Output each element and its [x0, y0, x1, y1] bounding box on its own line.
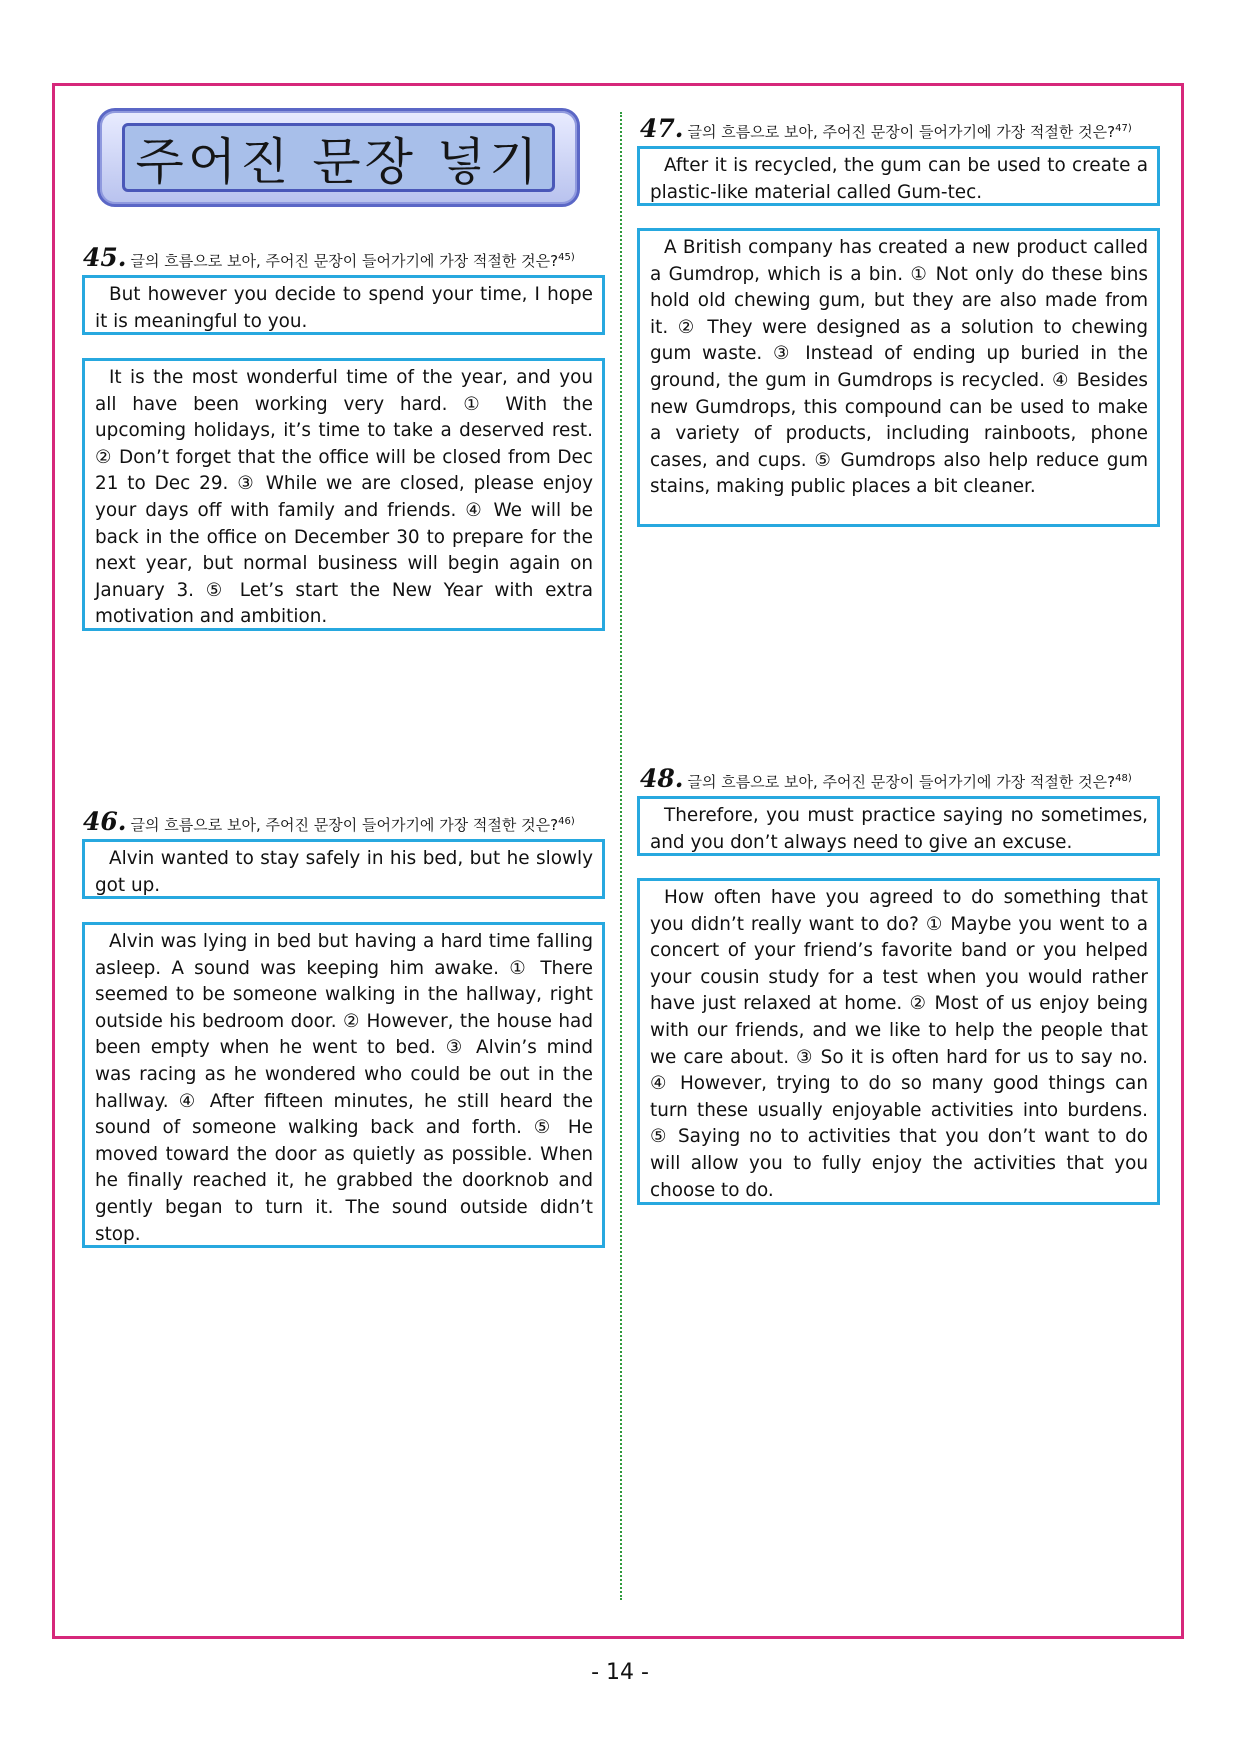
question-prompt: 글의 흐름으로 보아, 주어진 문장이 들어가기에 가장 적절한 것은? [130, 816, 559, 834]
question-45-heading [83, 243, 575, 272]
question-prompt: 글의 흐름으로 보아, 주어진 문장이 들어가기에 가장 적절한 것은? [687, 123, 1116, 141]
given-sentence-text: But however you decide to spend your time, I hope it is meaningful to you. [95, 284, 593, 332]
question-number: 46. [83, 807, 127, 836]
footnote-mark: 48) [1115, 773, 1132, 784]
footnote-mark: 45) [558, 252, 575, 263]
given-sentence-text: Alvin wanted to stay safely in his bed, but he slowly got up. [95, 848, 593, 896]
question-number: 48. [640, 764, 684, 793]
question-prompt: 글의 흐름으로 보아, 주어진 문장이 들어가기에 가장 적절한 것은? [130, 252, 559, 270]
section-title: 주어진 문장 넣기 [135, 132, 542, 191]
question-48-given-sentence [637, 796, 1160, 856]
question-47-heading [640, 114, 1132, 143]
footnote-mark: 46) [558, 816, 575, 827]
question-47-given-sentence [637, 146, 1160, 206]
given-sentence-text: Therefore, you must practice saying no sometimes, and you don’t always need to give an excuse. [650, 805, 1148, 853]
section-title-plate [122, 123, 555, 192]
passage-text: It is the most wonderful time of the year, and you all have been working very hard. ① With the upcoming holidays, it’s time to take a deserved rest. ② Don’t forget that the office will be closed from Dec 21 to Dec 29. ③ While we are closed, please enjoy your days off with family and friends. ④ We will be back in the office on December 30 to prepare for the next year, but normal business will begin again on January 3. ⑤ Let’s start the New Year with extra motivation and ambition. [95, 367, 593, 628]
section-title-banner [97, 108, 580, 207]
question-46-given-sentence [82, 839, 605, 899]
passage-text: How often have you agreed to do something that you didn’t really want to do? ① Maybe you went to a concert of your friend’s favorite band or you helped your cousin study for a test when you would rather have just relaxed at home. ② Most of us enjoy being with our friends, and we like to help the people that we care about. ③ So it is often hard for us to say no. ④ However, trying to do so many good things can turn these usually enjoyable activities into burdens. ⑤ Saying no to activities that you don’t want to do will allow you to fully enjoy the activities that you choose to do. [650, 887, 1148, 1201]
question-number: 47. [640, 114, 684, 143]
question-47-passage [637, 228, 1160, 527]
question-number: 45. [83, 243, 127, 272]
question-prompt: 글의 흐름으로 보아, 주어진 문장이 들어가기에 가장 적절한 것은? [687, 773, 1116, 791]
footnote-mark: 47) [1115, 123, 1132, 134]
question-46-heading [83, 807, 575, 836]
question-45-passage [82, 358, 605, 631]
question-48-passage [637, 878, 1160, 1205]
question-46-passage [82, 922, 605, 1248]
question-48-heading [640, 764, 1132, 793]
page-number: - 14 - [591, 1660, 649, 1685]
column-divider [620, 112, 622, 1600]
passage-text: A British company has created a new product called a Gumdrop, which is a bin. ① Not only do these bins hold old chewing gum, but they are also made from it. ② They were designed as a solution to chewing gum waste. ③ Instead of ending up buried in the ground, the gum in Gumdrops is recycled. ④ Besides new Gumdrops, this compound can be used to make a variety of products, including rainboots, phone cases, and cups. ⑤ Gumdrops also help reduce gum stains, making public places a bit cleaner. [650, 237, 1148, 498]
passage-text: Alvin was lying in bed but having a hard time falling asleep. A sound was keeping him awake. ① There seemed to be someone walking in the hallway, right outside his bedroom door. ② However, the house had been empty when he went to bed. ③ Alvin’s mind was racing as he wondered who could be out in the hallway. ④ After fifteen minutes, he still heard the sound of someone walking back and forth. ⑤ He moved toward the door as quietly as possible. When he finally reached it, he grabbed the doorknob and gently began to turn it. The sound outside didn’t stop. [95, 931, 593, 1245]
question-45-given-sentence [82, 275, 605, 335]
given-sentence-text: After it is recycled, the gum can be used to create a plastic-like material called Gum-tec. [650, 155, 1148, 203]
